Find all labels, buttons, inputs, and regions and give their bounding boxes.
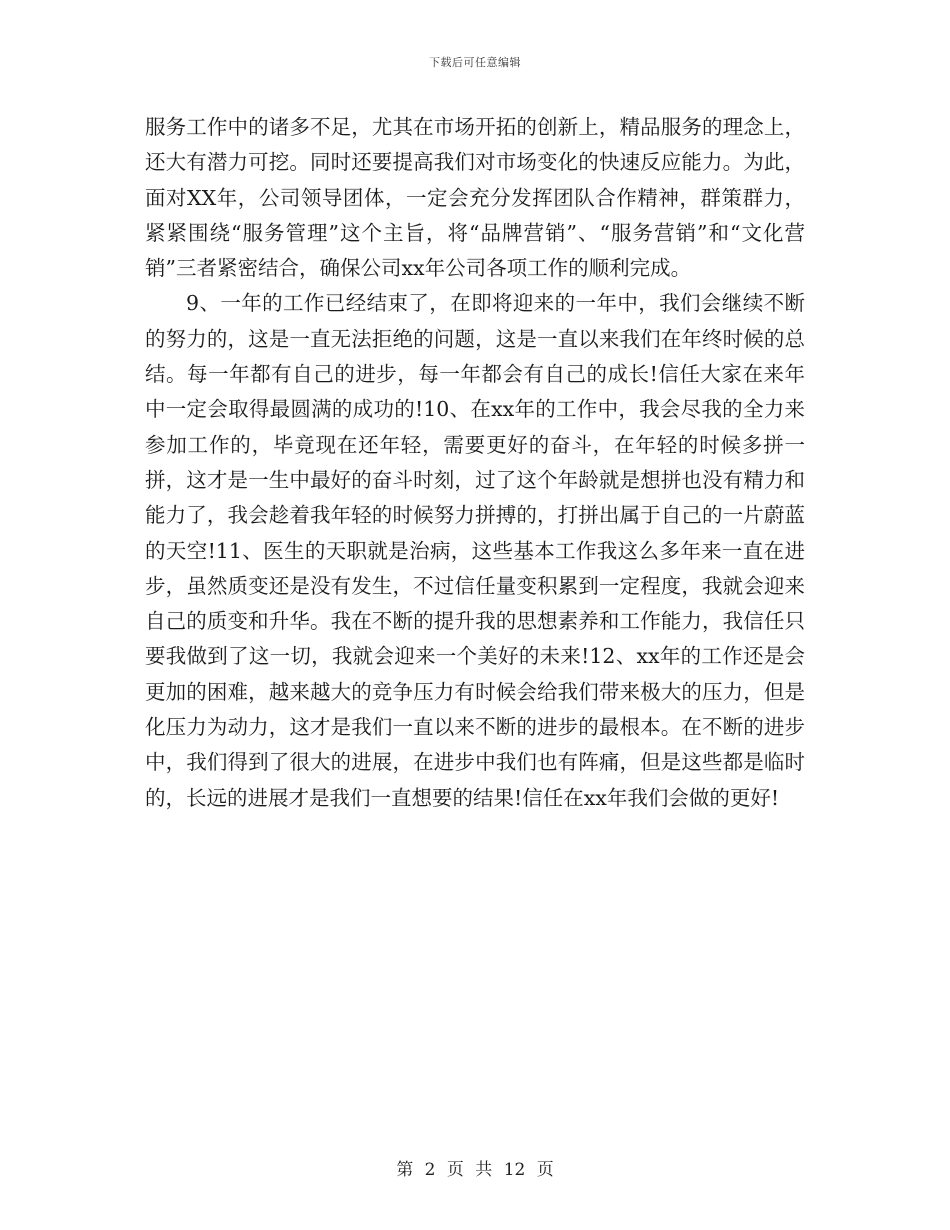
paragraph-continuation: 服务工作中的诸多不足，尤其在市场开拓的创新上，精品服务的理念上，还大有潜力可挖。同时还要提高我们对市场变化的快速反应能力。为此，面对XX年，公司领导团体，一定会充分发挥团队合作精神，群策群力，紧紧围绕“服务管理”这个主旨，将“品牌营销”、“服务营销”和“文化营销”三者紧密结合，确保公司xx年公司各项工作的顺利完成。	[145, 115, 805, 281]
document-body	[145, 110, 805, 816]
paragraph-item-9: 9、一年的工作已经结束了，在即将迎来的一年中，我们会继续不断的努力的，这是一直无法拒绝的问题，这是一直以来我们在年终时候的总结。每一年都有自己的进步，每一年都会有自己的成长!信任大家在来年中一定会取得最圆满的成功的!10、在xx年的工作中，我会尽我的全力来参加工作的，毕竟现在还年轻，需要更好的奋斗，在年轻的时候多拼一拼，这才是一生中最好的奋斗时刻，过了这个年龄就是想拼也没有精力和能力了，我会趁着我年轻的时候努力拼搏的，打拼出属于自己的一片蔚蓝的天空!11、医生的天职就是治病，这些基本工作我这么多年来一直在进步，虽然质变还是没有发生，不过信任量变积累到一定程度，我就会迎来自己的质变和升华。我在不断的提升我的思想素养和工作能力，我信任只要我做到了这一切，我就会迎来一个美好的未来!12、xx年的工作还是会更加的困难，越来越大的竞争压力有时候会给我们带来极大的压力，但是化压力为动力，这才是我们一直以来不断的进步的最根本。在不断的进步中，我们得到了很大的进展，在进步中我们也有阵痛，但是这些都是临时的，长远的进展才是我们一直想要的结果!信任在xx年我们会做的更好!	[145, 291, 805, 810]
page-number-footer: 第 2 页 共 12 页	[396, 1160, 554, 1180]
header-note: 下载后可任意编辑	[429, 56, 521, 69]
